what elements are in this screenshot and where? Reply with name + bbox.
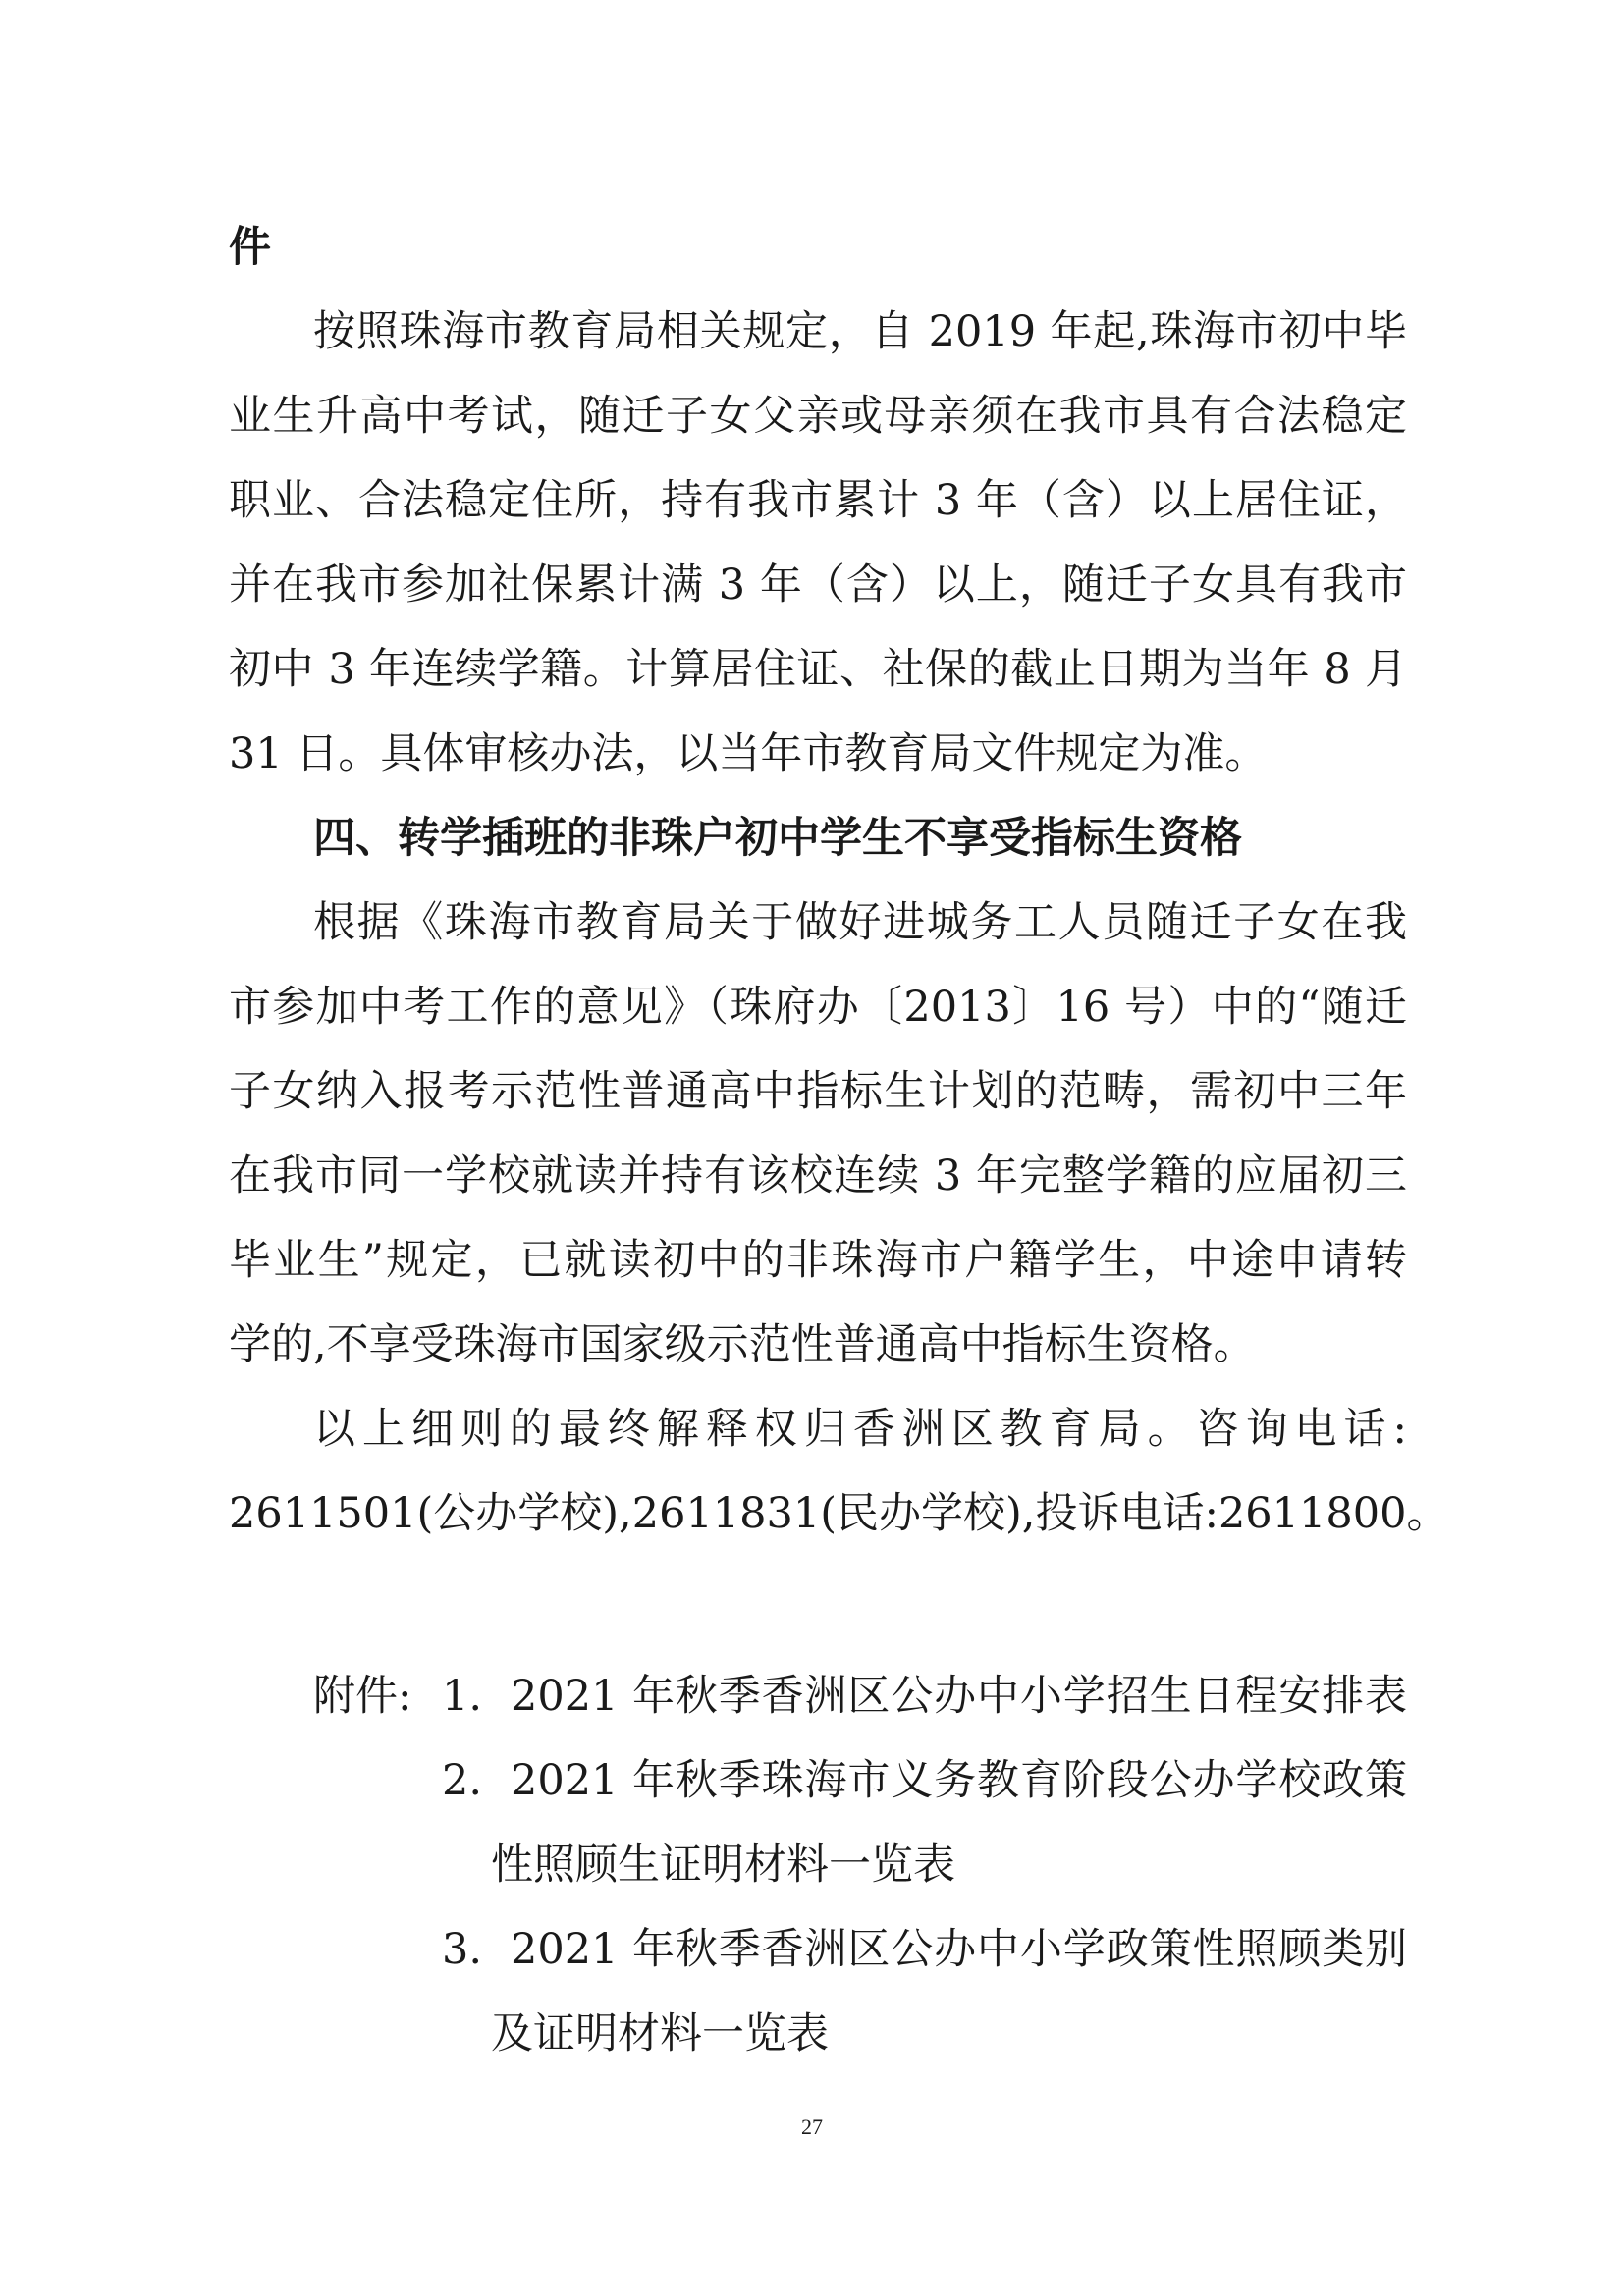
- paragraph-line: 以上细则的最终解释权归香洲区教育局。咨询电话:: [313, 1405, 1407, 1454]
- paragraph-line: 子女纳入报考示范性普通高中指标生计划的范畴，需初中三年: [229, 1067, 1407, 1116]
- fragment-heading: 件: [229, 223, 271, 272]
- attachment-item-continued: 及证明材料一览表: [491, 2009, 829, 2058]
- attachment-item: 2021 年秋季珠海市义务教育阶段公办学校政策: [511, 1756, 1407, 1805]
- attachment-number: 2.: [442, 1756, 483, 1805]
- paragraph-line: 市参加中考工作的意见》（珠府办〔2013〕16 号）中的“随迁: [229, 983, 1407, 1032]
- paragraph-line: 并在我市参加社保累计满 3 年（含）以上，随迁子女具有我市: [229, 561, 1407, 610]
- attachment-number: 1.: [442, 1672, 483, 1721]
- paragraph-line: 学的,不享受珠海市国家级示范性普通高中指标生资格。: [229, 1320, 1256, 1369]
- attachments-label: 附件:: [313, 1672, 412, 1721]
- paragraph-line: 31 日。具体审核办法，以当年市教育局文件规定为准。: [229, 729, 1268, 778]
- paragraph-line: 业生升高中考试，随迁子女父亲或母亲须在我市具有合法稳定: [229, 392, 1407, 441]
- attachment-item: 2021 年秋季香洲区公办中小学招生日程安排表: [511, 1672, 1407, 1721]
- attachment-item-continued: 性照顾生证明材料一览表: [491, 1841, 955, 1890]
- paragraph-line: 初中 3 年连续学籍。计算居住证、社保的截止日期为当年 8 月: [229, 645, 1407, 694]
- page-number: 27: [801, 2114, 823, 2139]
- paragraph-line: 毕业生”规定，已就读初中的非珠海市户籍学生，中途申请转: [229, 1236, 1407, 1285]
- attachment-number: 3.: [442, 1925, 483, 1974]
- paragraph-line: 2611501(公办学校),2611831(民办学校),投诉电话:2611800。: [229, 1489, 1449, 1538]
- paragraph-line: 根据《珠海市教育局关于做好进城务工人员随迁子女在我: [313, 898, 1407, 947]
- section-heading: 四、转学插班的非珠户初中学生不享受指标生资格: [313, 814, 1242, 863]
- attachment-item: 2021 年秋季香洲区公办中小学政策性照顾类别: [511, 1925, 1407, 1974]
- paragraph-line: 职业、合法稳定住所，持有我市累计 3 年（含）以上居住证，: [229, 476, 1407, 525]
- paragraph-line: 在我市同一学校就读并持有该校连续 3 年完整学籍的应届初三: [229, 1151, 1407, 1201]
- paragraph-line: 按照珠海市教育局相关规定，自 2019 年起,珠海市初中毕: [313, 307, 1407, 356]
